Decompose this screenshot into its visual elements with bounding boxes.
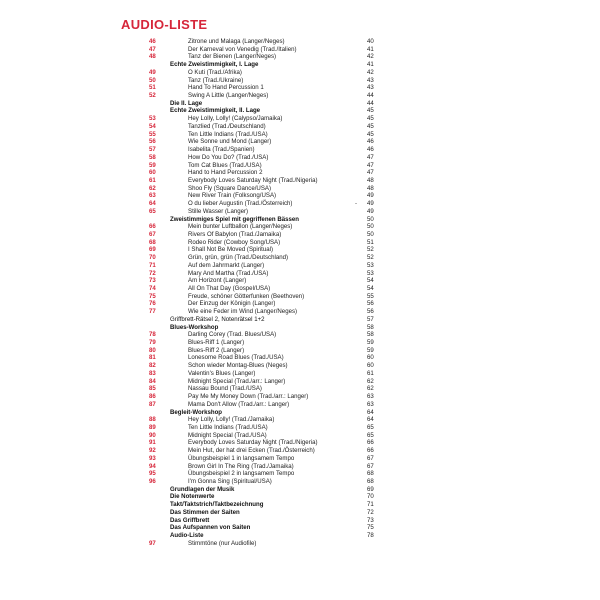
- page-number: 47: [367, 169, 374, 177]
- track-row: [0, 416, 600, 424]
- page-number: 45: [367, 130, 374, 138]
- track-number: 64: [149, 200, 156, 208]
- track-number: 82: [149, 362, 156, 370]
- page-number: 58: [367, 331, 374, 339]
- track-title: Hey Lolly, Lolly! (Calypso/Jamaika): [188, 115, 283, 123]
- track-row: [0, 115, 600, 123]
- section-title: Das Aufspannen von Saiten: [170, 524, 251, 532]
- track-number: 62: [149, 184, 156, 192]
- page-number: 65: [367, 431, 374, 439]
- track-number: 75: [149, 292, 156, 300]
- track-number: 74: [149, 285, 156, 292]
- section-row: [0, 524, 600, 532]
- track-number: 53: [149, 115, 156, 123]
- page-number: 63: [367, 400, 374, 408]
- track-row: [0, 169, 600, 177]
- track-row: [0, 354, 600, 362]
- track-row: [0, 84, 600, 92]
- page-number: 73: [367, 516, 374, 524]
- page-number: 56: [367, 300, 374, 308]
- track-number: 67: [149, 230, 156, 238]
- page-number: 47: [367, 153, 374, 161]
- track-row: [0, 246, 600, 254]
- track-title: Nassau Bound (Trad./USA): [188, 385, 262, 393]
- track-title: Ten Little Indians (Trad./USA): [188, 423, 268, 431]
- track-row: [0, 463, 600, 471]
- track-row: [0, 339, 600, 347]
- track-number: 91: [149, 439, 156, 447]
- section-title: Blues-Workshop: [170, 323, 219, 331]
- track-row: [0, 478, 600, 486]
- track-number: 76: [149, 300, 156, 308]
- page-number: 46: [367, 146, 374, 154]
- track-number: 84: [149, 377, 156, 385]
- audio-list: [0, 38, 600, 547]
- track-row: [0, 146, 600, 154]
- page-number: 78: [367, 532, 374, 539]
- page-number: 62: [367, 377, 374, 385]
- track-number: 89: [149, 423, 156, 431]
- track-number: 73: [149, 277, 156, 285]
- track-row: [0, 231, 600, 239]
- track-row: [0, 69, 600, 77]
- page-number: 60: [367, 354, 374, 362]
- track-title: Wie Sonne und Mond (Langer): [188, 138, 272, 146]
- page-number: 52: [367, 246, 374, 254]
- track-number: 46: [149, 38, 156, 45]
- section-row: [0, 216, 600, 224]
- track-number: 72: [149, 269, 156, 277]
- track-row: [0, 208, 600, 216]
- track-title: Everybody Loves Saturday Night (Trad./Nigeria): [188, 439, 318, 447]
- section-title: Begleit-Workshop: [170, 408, 223, 416]
- page-number: 62: [367, 385, 374, 393]
- track-row: [0, 432, 600, 440]
- page-number: 63: [367, 393, 374, 401]
- track-title: Zitrone und Malaga (Langer/Neges): [188, 38, 285, 45]
- section-title: Das Griffbrett: [170, 516, 210, 524]
- section-row: [0, 517, 600, 525]
- track-title: Schon wieder Montag-Blues (Neges): [188, 362, 288, 370]
- page-number: 75: [367, 524, 374, 532]
- page-number: 45: [367, 115, 374, 123]
- track-row: [0, 53, 600, 61]
- page-number: 42: [367, 53, 374, 61]
- track-title: Der Karneval von Venedig (Trad./Italien): [188, 45, 297, 53]
- track-title: Mama Don't Allow (Trad./arr.: Langer): [188, 400, 290, 408]
- track-row: [0, 424, 600, 432]
- track-title: O du lieber Augustin (Trad./Österreich): [188, 200, 293, 208]
- track-number: 85: [149, 385, 156, 393]
- page-number: 53: [367, 261, 374, 269]
- track-row: [0, 262, 600, 270]
- page-number: 54: [367, 277, 374, 285]
- page-number: 44: [367, 99, 374, 107]
- section-title: Das Stimmen der Saiten: [170, 508, 240, 516]
- page-number: 67: [367, 454, 374, 462]
- page-number: 41: [367, 45, 374, 53]
- section-row: [0, 107, 600, 115]
- track-title: Übungsbeispiel 1 in langsamem Tempo: [188, 454, 295, 462]
- page-number: 64: [367, 408, 374, 416]
- section-row: [0, 493, 600, 501]
- track-row: [0, 300, 600, 308]
- page-number: 67: [367, 462, 374, 470]
- track-row: [0, 331, 600, 339]
- track-title: Blues-Riff 1 (Langer): [188, 339, 245, 347]
- page-number: 56: [367, 308, 374, 316]
- track-title: Midnight Special (Trad./USA): [188, 431, 267, 439]
- track-row: [0, 254, 600, 262]
- page-number: 53: [367, 269, 374, 277]
- page-number: 69: [367, 485, 374, 493]
- page-number: 70: [367, 493, 374, 501]
- track-row: [0, 362, 600, 370]
- page-number: 66: [367, 447, 374, 455]
- track-number: 60: [149, 169, 156, 177]
- page-number: 50: [367, 215, 374, 223]
- track-title: New River Train (Folksong/USA): [188, 192, 277, 200]
- track-title: Rodeo Rider (Cowboy Song/USA): [188, 238, 281, 246]
- track-number: 52: [149, 92, 156, 100]
- track-number: 88: [149, 416, 156, 424]
- track-row: [0, 401, 600, 409]
- track-row: [0, 177, 600, 185]
- page-number: 60: [367, 362, 374, 370]
- track-title: Hand To Hand Percussion 1: [188, 84, 264, 92]
- page-number: 41: [367, 61, 374, 69]
- section-title: Takt/Taktstrich/Taktbezeichnung: [170, 501, 264, 509]
- page-number: 43: [367, 76, 374, 84]
- track-number: 86: [149, 393, 156, 401]
- page-number: 42: [367, 68, 374, 76]
- track-title: Tanz der Bienen (Langer/Neges): [188, 53, 277, 61]
- page-number: 50: [367, 230, 374, 238]
- track-number: 69: [149, 246, 156, 254]
- track-row: [0, 455, 600, 463]
- track-row: [0, 385, 600, 393]
- track-title: Blues-Riff 2 (Langer): [188, 346, 245, 354]
- track-row: [0, 378, 600, 386]
- track-title: Ten Little Indians (Trad./USA): [188, 130, 268, 138]
- track-title: Swing A Little (Langer/Neges): [188, 92, 269, 100]
- track-title: Hand to Hand Percussion 2: [188, 169, 263, 177]
- dash-mark: -: [355, 200, 358, 208]
- track-number: 61: [149, 176, 156, 184]
- page-number: 51: [367, 238, 374, 246]
- track-title: Mein bunter Luftballon (Langer/Neges): [188, 223, 293, 231]
- track-row: [0, 285, 600, 293]
- section-title: Zweistimmiges Spiel mit gegriffenen Bässen: [170, 215, 300, 223]
- track-number: 48: [149, 53, 156, 61]
- track-title: Stimmtöne (nur Audiofile): [188, 539, 257, 547]
- track-row: [0, 92, 600, 100]
- track-title: Midnight Special (Trad./arr.: Langer): [188, 377, 286, 385]
- section-row: [0, 316, 600, 324]
- track-title: Wie eine Feder im Wind (Langer/Neges): [188, 308, 298, 316]
- section-row: [0, 532, 600, 540]
- page-number: 68: [367, 477, 374, 485]
- section-title: Griffbrett-Rätsel 2, Notenrätsel 1+2: [170, 315, 265, 323]
- track-row: [0, 200, 600, 208]
- track-row: [0, 46, 600, 54]
- track-title: Pay Me My Money Down (Trad./arr.: Langer): [188, 393, 309, 401]
- track-row: [0, 393, 600, 401]
- page-number: 64: [367, 416, 374, 424]
- track-number: 79: [149, 339, 156, 347]
- track-row: [0, 162, 600, 170]
- track-title: How Do You Do? (Trad./USA): [188, 153, 269, 161]
- track-row: [0, 138, 600, 146]
- page-number: 66: [367, 439, 374, 447]
- track-title: Valentin's Blues (Langer): [188, 369, 256, 377]
- track-number: 50: [149, 76, 156, 84]
- page-number: 49: [367, 207, 374, 215]
- track-title: Rivers Of Babylon (Trad./Jamaika): [188, 230, 282, 238]
- track-number: 97: [149, 539, 156, 547]
- section-row: [0, 509, 600, 517]
- track-number: 83: [149, 369, 156, 377]
- track-row: [0, 470, 600, 478]
- track-row: [0, 123, 600, 131]
- section-row: [0, 61, 600, 69]
- track-title: Übungsbeispiel 2 in langsamem Tempo: [188, 470, 295, 478]
- track-title: Stille Wasser (Langer): [188, 207, 249, 215]
- page-number: 58: [367, 323, 374, 331]
- track-number: 49: [149, 68, 156, 76]
- track-number: 81: [149, 354, 156, 362]
- page-number: 57: [367, 315, 374, 323]
- track-title: Shoo Fly (Square Dance/USA): [188, 184, 271, 192]
- page-number: 50: [367, 223, 374, 231]
- section-row: [0, 501, 600, 509]
- track-number: 58: [149, 153, 156, 161]
- track-row: [0, 293, 600, 301]
- track-row: [0, 192, 600, 200]
- page-number: 61: [367, 369, 374, 377]
- track-title: Darling Corey (Trad. Blues/USA): [188, 331, 277, 339]
- track-number: 54: [149, 122, 156, 130]
- track-number: 65: [149, 207, 156, 215]
- track-number: 55: [149, 130, 156, 138]
- track-title: O Kuti (Trad./Afrika): [188, 68, 242, 76]
- section-row: [0, 409, 600, 417]
- track-title: Auf dem Jahrmarkt (Langer): [188, 261, 265, 269]
- track-number: 56: [149, 138, 156, 146]
- page-number: 47: [367, 161, 374, 169]
- page-number: 54: [367, 285, 374, 292]
- page-number: 65: [367, 423, 374, 431]
- track-row: [0, 38, 600, 46]
- track-number: 95: [149, 470, 156, 478]
- page-number: 48: [367, 176, 374, 184]
- track-row: [0, 77, 600, 85]
- track-number: 96: [149, 477, 156, 485]
- page-number: 52: [367, 254, 374, 262]
- track-title: Tanz (Trad./Ukraine): [188, 76, 244, 84]
- track-row: [0, 131, 600, 139]
- page-number: 43: [367, 84, 374, 92]
- track-title: All On That Day (Gospel/USA): [188, 285, 271, 292]
- page-number: 49: [367, 192, 374, 200]
- section-row: [0, 324, 600, 332]
- section-row: [0, 486, 600, 494]
- track-row: [0, 185, 600, 193]
- track-title: Everybody Loves Saturday Night (Trad./Nigeria): [188, 176, 318, 184]
- track-title: Grün, grün, grün (Trad./Deutschland): [188, 254, 289, 262]
- track-number: 78: [149, 331, 156, 339]
- track-row: [0, 347, 600, 355]
- section-title: Echte Zweistimmigkeit, II. Lage: [170, 107, 261, 115]
- track-title: Mary And Martha (Trad./USA): [188, 269, 269, 277]
- page-title: AUDIO-LISTE: [121, 17, 208, 32]
- track-number: 47: [149, 45, 156, 53]
- track-number: 63: [149, 192, 156, 200]
- page-number: 48: [367, 184, 374, 192]
- track-number: 71: [149, 261, 156, 269]
- section-title: Echte Zweistimmigkeit, I. Lage: [170, 61, 259, 69]
- track-number: 92: [149, 447, 156, 455]
- page-number: 59: [367, 339, 374, 347]
- track-row: [0, 270, 600, 278]
- track-row: [0, 154, 600, 162]
- section-title: Die Notenwerte: [170, 493, 215, 501]
- track-row: [0, 439, 600, 447]
- track-row: [0, 540, 600, 548]
- track-row: [0, 277, 600, 285]
- track-title: Tom Cat Blues (Trad./USA): [188, 161, 262, 169]
- page-number: 68: [367, 470, 374, 478]
- track-title: Hey Lolly, Lolly! (Trad./Jamaika): [188, 416, 275, 424]
- track-title: Brown Girl In The Ring (Trad./Jamaika): [188, 462, 294, 470]
- track-row: [0, 308, 600, 316]
- page-number: 59: [367, 346, 374, 354]
- section-title: Die II. Lage: [170, 99, 203, 107]
- track-number: 90: [149, 431, 156, 439]
- track-title: I Shall Not Be Moved (Spiritual): [188, 246, 274, 254]
- page-number: 49: [367, 200, 374, 208]
- track-title: Tanzlied (Trad./Deutschland): [188, 122, 266, 130]
- track-title: Isabelita (Trad./Spanien): [188, 146, 255, 154]
- track-number: 66: [149, 223, 156, 231]
- page-number: 45: [367, 107, 374, 115]
- track-number: 87: [149, 400, 156, 408]
- track-number: 70: [149, 254, 156, 262]
- page-number: 45: [367, 122, 374, 130]
- track-number: 57: [149, 146, 156, 154]
- track-title: Am Horizont (Langer): [188, 277, 247, 285]
- page-number: 71: [367, 501, 374, 509]
- track-row: [0, 370, 600, 378]
- page-number: 44: [367, 92, 374, 100]
- track-row: [0, 223, 600, 231]
- track-row: [0, 239, 600, 247]
- page-number: 46: [367, 138, 374, 146]
- track-number: 59: [149, 161, 156, 169]
- track-title: Freude, schöner Götterfunken (Beethoven): [188, 292, 305, 300]
- track-title: Lonesome Road Blues (Trad./USA): [188, 354, 284, 362]
- page-number: 72: [367, 508, 374, 516]
- track-number: 94: [149, 462, 156, 470]
- page-number: 55: [367, 292, 374, 300]
- page-number: 40: [367, 38, 374, 45]
- track-number: 80: [149, 346, 156, 354]
- track-title: Der Einzug der Königin (Langer): [188, 300, 276, 308]
- track-number: 77: [149, 308, 156, 316]
- section-row: [0, 100, 600, 108]
- track-number: 93: [149, 454, 156, 462]
- section-title: Grundlagen der Musik: [170, 485, 235, 493]
- track-title: Mein Hut, der hat drei Ecken (Trad./Österreich): [188, 447, 315, 455]
- track-number: 68: [149, 238, 156, 246]
- section-title: Audio-Liste: [170, 532, 204, 539]
- track-title: I'm Gonna Sing (Spiritual/USA): [188, 477, 272, 485]
- track-number: 51: [149, 84, 156, 92]
- track-row: [0, 447, 600, 455]
